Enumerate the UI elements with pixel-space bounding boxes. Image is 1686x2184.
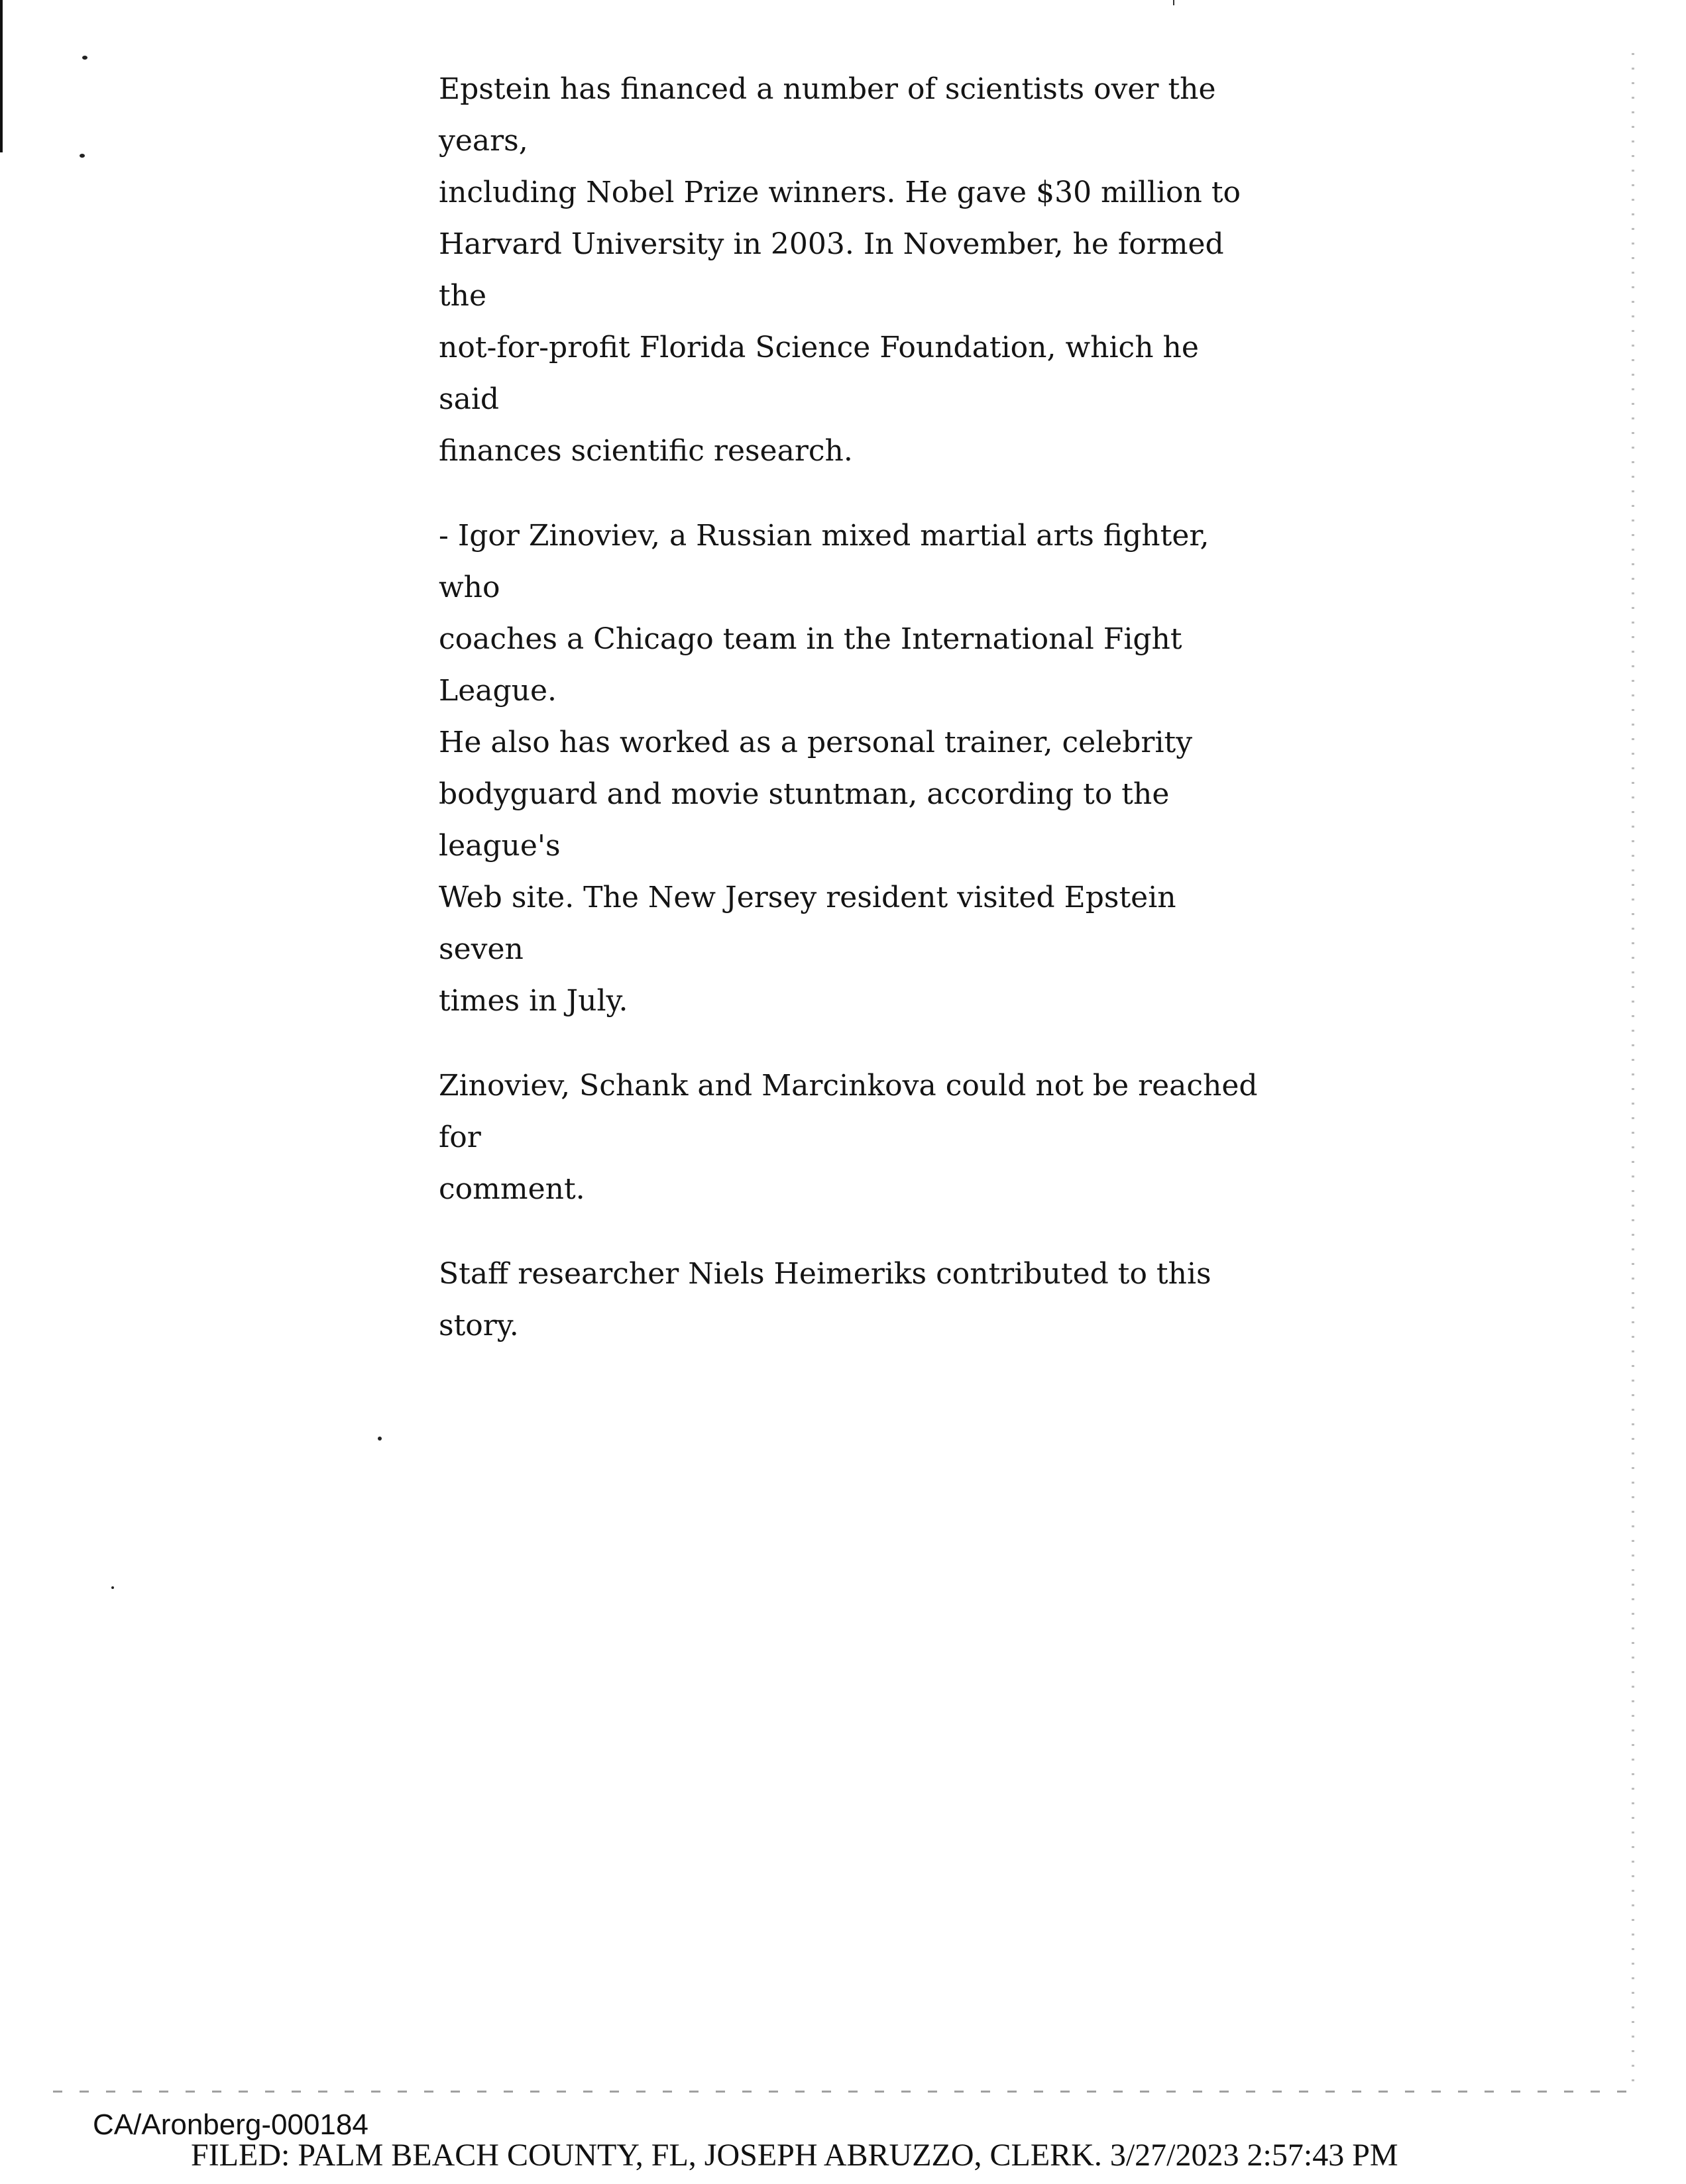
- article-body: [439, 64, 1261, 1385]
- paragraph-not-reached: Zinoviev, Schank and Marcinkova could not be reached for comment.: [439, 1069, 1258, 1206]
- scan-right-edge: [1632, 53, 1634, 2087]
- scan-tick: [1173, 0, 1174, 5]
- scan-speck: [378, 1437, 382, 1441]
- paragraph-staff-credit: Staff researcher Niels Heimeriks contributed to this story.: [439, 1257, 1211, 1342]
- paragraph-igor-zinoviev: - Igor Zinoviev, a Russian mixed martial arts fighter, who coaches a Chicago team in the International Fight League. He also has worked as a personal trainer, celebrity bodyguard and movie stuntman, according to the league's Web site. The New Jersey resident visited Epstein seven times in July.: [439, 519, 1209, 1018]
- scan-edge-mark: [0, 0, 3, 152]
- scan-speck: [80, 154, 85, 158]
- filed-stamp: FILED: PALM BEACH COUNTY, FL, JOSEPH ABRUZZO, CLERK. 3/27/2023 2:57:43 PM: [191, 2138, 1398, 2173]
- paragraph-epstein-financing: Epstein has financed a number of scientists over the years, including Nobel Prize winners. He gave $30 million to Harvard University in 2003. In November, he formed the not-for-profit Florida Science Foundation, which he said finances scientific research.: [439, 72, 1241, 468]
- bates-number: CA/Aronberg-000184: [93, 2108, 368, 2141]
- scan-bottom-rule: [53, 2091, 1630, 2093]
- scan-speck: [111, 1586, 114, 1589]
- scan-speck: [82, 56, 87, 60]
